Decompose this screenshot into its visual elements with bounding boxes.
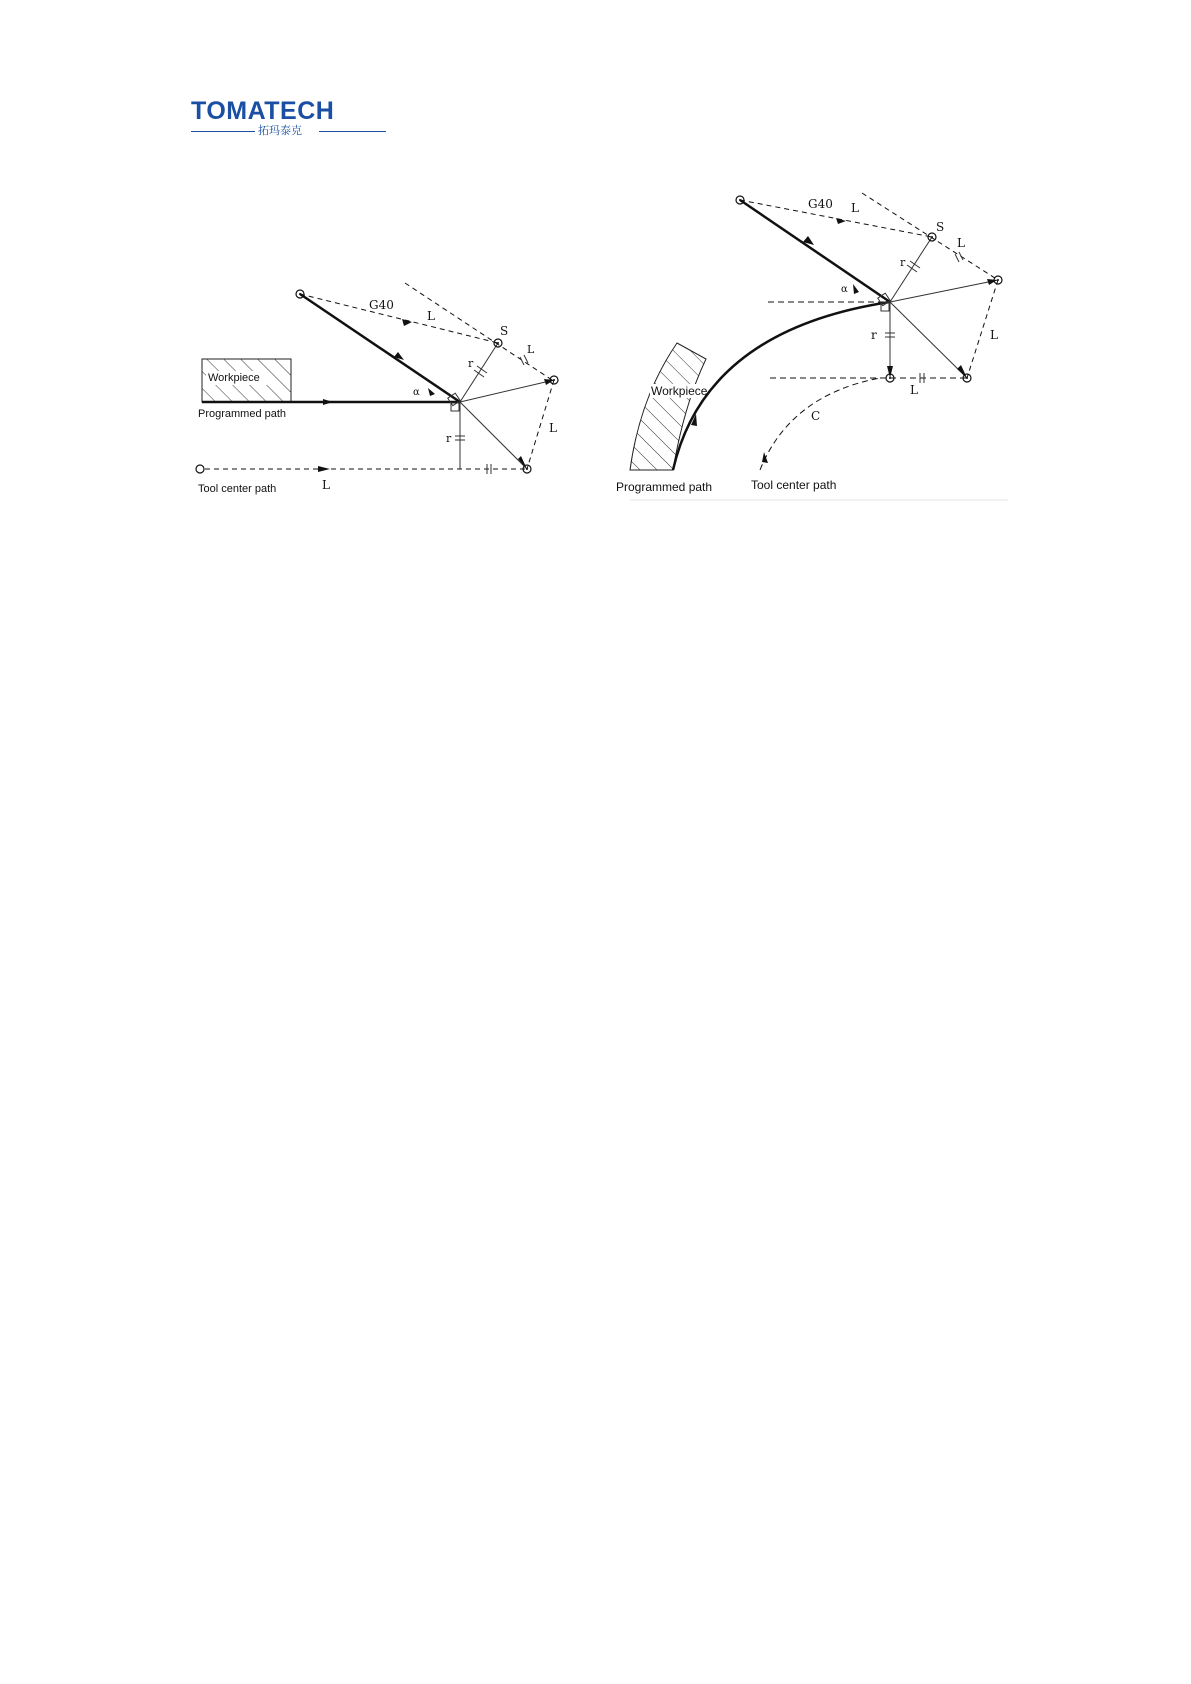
alpha-label: α [841,284,848,295]
logo-wordmark: TOMATECH [191,97,335,125]
workpiece-label: Workpiece [651,384,708,398]
l-bottom-label: L [322,478,330,492]
l-top-label: L [851,201,859,215]
g40-label: G40 [808,197,833,211]
logo-rule-left [191,131,255,132]
c-label: C [811,409,821,423]
l-right-label: L [990,328,998,342]
alpha-label: α [413,387,420,398]
g40-label: G40 [369,298,394,312]
r-lower-label: r [446,432,452,445]
workpiece-label: Workpiece [208,372,260,384]
workpiece-block [630,343,706,470]
programmed-path-label: Programmed path [198,408,287,420]
r-upper-label: r [468,357,474,370]
r-upper-label: r [900,256,906,269]
tool-center-path-label: Tool center path [198,483,277,495]
g40-exit-line [740,200,890,302]
tool-center-path-label: Tool center path [751,478,837,492]
l-upper-label: L [427,309,435,323]
figure-right-cancel-offset-arc [610,185,1010,505]
figure-left-cancel-offset [190,280,590,510]
s-label: S [500,324,509,338]
programmed-path-label: Programmed path [616,480,713,494]
company-logo [191,98,386,140]
r-lower-label: r [871,328,877,342]
l-small-label: L [957,236,965,250]
logo-subtitle: 拓玛泰克 [258,124,302,137]
logo-rule-right [319,131,386,132]
l-right-label: L [549,421,557,435]
s-label: S [936,220,945,234]
tool-center-path-arc [760,378,880,470]
l-bottom-label: L [910,383,918,397]
l-small-label: L [527,343,535,356]
tool-start-marker [196,465,204,473]
